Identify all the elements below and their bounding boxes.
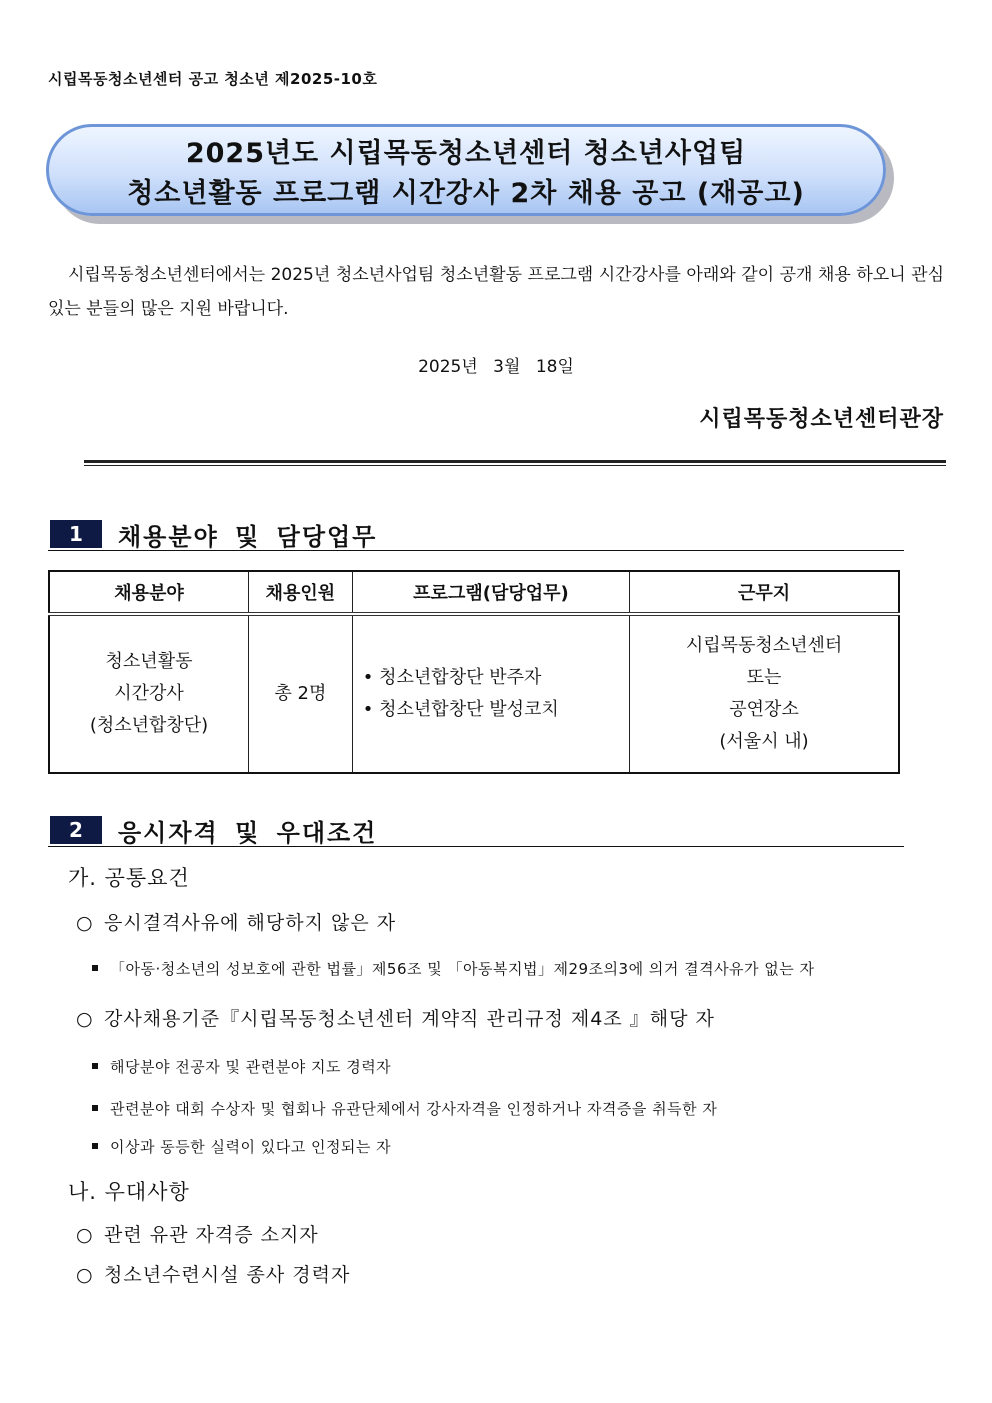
detail-text: 이상과 동등한 실력이 있다고 인정되는 자 — [110, 1138, 392, 1156]
divider-line-thin — [84, 465, 946, 466]
requirement-detail — [92, 958, 815, 979]
requirement-detail — [92, 1136, 391, 1157]
title-banner — [46, 124, 886, 216]
section-title: 응시자격 및 우대조건 — [118, 819, 378, 847]
table-row — [49, 614, 899, 773]
requirement-detail — [92, 1056, 391, 1077]
requirement-text: 응시결격사유에 해당하지 않은 자 — [104, 912, 397, 934]
detail-text: 관련분야 대회 수상자 및 협회나 유관단체에서 강사자격을 인정하거나 자격증을 취득한 자 — [110, 1100, 718, 1118]
recruitment-table — [48, 570, 900, 774]
count-cell: 총 2명 — [249, 614, 353, 773]
section-title: 채용분야 및 담당업무 — [118, 523, 378, 551]
subheading-common-requirements: 가. 공통요건 — [68, 866, 190, 890]
signer-name: 시립목동청소년센터관장 — [699, 407, 944, 432]
location-cell — [630, 614, 899, 773]
subheading-preferences: 나. 우대사항 — [68, 1180, 190, 1204]
square-bullet-icon — [92, 1105, 98, 1111]
requirement-text: 강사채용기준『시립목동청소년센터 계약직 관리규정 제4조 』해당 자 — [104, 1008, 715, 1030]
square-bullet-icon — [92, 1143, 98, 1149]
circle-bullet-icon: ○ — [76, 1264, 94, 1286]
circle-bullet-icon: ○ — [76, 912, 94, 934]
duty-item: • 청소년합창단 반주자 — [363, 662, 628, 694]
section-number: 1 — [50, 520, 102, 548]
requirement-detail — [92, 1098, 717, 1119]
preference-item — [76, 1220, 319, 1247]
title-line-2: 청소년활동 프로그램 시간강사 2차 채용 공고 (재공고) — [127, 178, 805, 209]
header-field: 채용분야 — [49, 571, 249, 614]
detail-text: 「아동·청소년의 성보호에 관한 법률」제56조 및 「아동복지법」제29조의3에 의거 결격사유가 없는 자 — [110, 960, 815, 978]
document-number: 시립목동청소년센터 공고 청소년 제2025-10호 — [48, 70, 378, 88]
location-line: (서울시 내) — [719, 731, 809, 752]
title-line-1: 2025년도 시립목동청소년센터 청소년사업팀 — [185, 138, 747, 169]
announcement-date: 2025년 3월 18일 — [418, 357, 574, 377]
circle-bullet-icon: ○ — [76, 1224, 94, 1246]
duty-item: • 청소년합창단 발성코치 — [363, 694, 628, 726]
section-1-heading — [48, 520, 904, 551]
circle-bullet-icon: ○ — [76, 1008, 94, 1030]
location-line: 시립목동청소년센터 — [685, 635, 843, 656]
field-line: (청소년합창단) — [89, 715, 209, 736]
requirement-item — [76, 908, 396, 935]
preference-text: 청소년수련시설 종사 경력자 — [104, 1264, 351, 1286]
field-line: 청소년활동 — [105, 651, 193, 672]
header-count: 채용인원 — [249, 571, 353, 614]
location-line: 공연장소 — [729, 699, 799, 720]
section-2-heading — [48, 816, 904, 847]
header-location: 근무지 — [630, 571, 899, 614]
section-number: 2 — [50, 816, 102, 844]
square-bullet-icon — [92, 1063, 98, 1069]
duty-cell — [352, 614, 629, 773]
divider-line — [84, 460, 946, 463]
preference-text: 관련 유관 자격증 소지자 — [104, 1224, 319, 1246]
field-line: 시간강사 — [114, 683, 184, 704]
preference-item — [76, 1260, 350, 1287]
intro-paragraph: 시립목동청소년센터에서는 2025년 청소년사업팀 청소년활동 프로그램 시간강사를 아래와 같이 공개 채용 하오니 관심 있는 분들의 많은 지원 바랍니다. — [48, 265, 944, 319]
detail-text: 해당분야 전공자 및 관련분야 지도 경력자 — [110, 1058, 392, 1076]
requirement-item — [76, 1004, 715, 1031]
field-cell — [49, 614, 249, 773]
header-duty: 프로그램(담당업무) — [352, 571, 629, 614]
location-line: 또는 — [746, 667, 782, 688]
square-bullet-icon — [92, 965, 98, 971]
table-header-row — [49, 571, 899, 614]
